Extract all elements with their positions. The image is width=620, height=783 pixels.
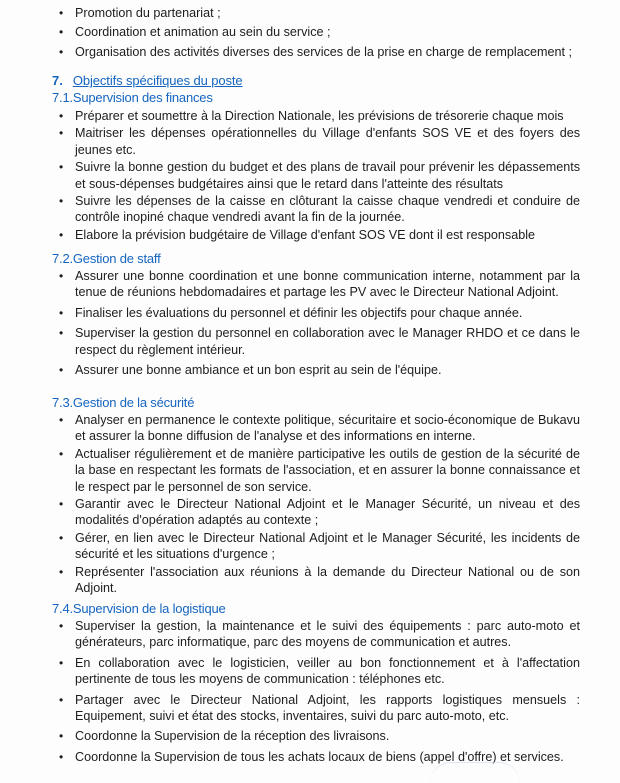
subsection-heading-finances: 7.1.Supervision des finances bbox=[52, 90, 213, 105]
list-item: • Promotion du partenariat ; bbox=[59, 6, 221, 20]
list-item: • Maitriser les dépenses opérationnelles du Village d'enfants SOS VE et des foyers des jeunes etc. bbox=[59, 126, 580, 157]
list-item: • Analyser en permanence le contexte politique, sécuritaire et socio-économique de Bukavu et assurer la bonne diffusion de l'analyse et des informations en interne. bbox=[59, 413, 580, 444]
bullet-icon: • bbox=[59, 530, 64, 545]
bullet-icon: • bbox=[59, 619, 64, 633]
list-item: • Organisation des activités diverses des services de la prise en charge de remplacement ; bbox=[59, 44, 572, 59]
finances-list bbox=[0, 108, 620, 244]
list-item: • Préparer et soumettre à la Direction Nationale, les prévisions de trésorerie chaque mois bbox=[59, 109, 564, 123]
bullet-icon: • bbox=[59, 25, 64, 40]
list-item: • Représenter l'association aux réunions à la demande du Directeur National ou de son Adjoint. bbox=[59, 564, 580, 596]
bullet-icon: • bbox=[59, 564, 64, 579]
bullet-icon: • bbox=[59, 446, 64, 461]
section-heading bbox=[52, 73, 243, 89]
bullet-icon: • bbox=[59, 126, 64, 141]
list-item: • Superviser la gestion du personnel en collaboration avec le Manager RHDO et ce dans le respect du règlement intérieur. bbox=[59, 326, 580, 357]
bullet-icon: • bbox=[59, 655, 64, 670]
subsection-heading-staff: 7.2.Gestion de staff bbox=[52, 251, 161, 266]
section-title: Objectifs spécifiques du poste bbox=[72, 73, 243, 88]
bullet-icon: • bbox=[59, 413, 64, 427]
list-item: • Gérer, en lien avec le Directeur National Adjoint et le Manager Sécurité, les incidents de sécurité et les situations d'urgence ; bbox=[59, 530, 580, 562]
subsection-heading-logistics: 7.4.Supervision de la logistique bbox=[52, 601, 226, 616]
bullet-icon: • bbox=[59, 269, 64, 283]
logistics-list bbox=[0, 618, 620, 769]
list-item: • En collaboration avec le logisticien, veiller au bon fonctionnement et à l'affectation pertinente de tous les moyens de communication : téléphones etc. bbox=[59, 655, 580, 687]
list-item: • Elabore la prévision budgétaire de Village d'enfant SOS VE dont il est responsable bbox=[59, 227, 536, 242]
intro-list bbox=[0, 5, 620, 63]
bullet-icon: • bbox=[59, 44, 64, 59]
bullet-icon: • bbox=[59, 305, 64, 320]
list-item: • Coordonne la Supervision de la réception des livraisons. bbox=[59, 729, 390, 744]
bullet-icon: • bbox=[59, 227, 64, 242]
bullet-icon: • bbox=[59, 363, 64, 378]
bullet-icon: • bbox=[59, 692, 64, 707]
list-item: • Finaliser les évaluations du personnel et définir les objectifs pour chaque année. bbox=[59, 305, 523, 320]
bullet-icon: • bbox=[59, 109, 64, 123]
staff-list bbox=[0, 268, 620, 382]
list-item: • Coordonne la Supervision de tous les achats locaux de biens (appel d'offre) et services. bbox=[59, 749, 564, 764]
bullet-icon: • bbox=[59, 749, 64, 764]
list-item: • Coordination et animation au sein du service ; bbox=[59, 25, 331, 40]
list-item: • Assurer une bonne coordination et une bonne communication interne, notamment par la tenue de réunions hebdomadaires et partage les PV avec le Directeur National Adjoint. bbox=[59, 269, 580, 300]
security-list bbox=[0, 412, 620, 597]
bullet-icon: • bbox=[59, 6, 64, 20]
bullet-icon: • bbox=[59, 497, 64, 512]
list-item: • Partager avec le Directeur National Adjoint, les rapports logistiques mensuels : Equipement, suivi et état des stocks, inventaires, suivi du parc auto-moto, etc. bbox=[59, 692, 580, 724]
bullet-icon: • bbox=[59, 194, 64, 209]
bullet-icon: • bbox=[59, 160, 64, 175]
bullet-icon: • bbox=[59, 729, 64, 744]
list-item: • Garantir avec le Directeur National Adjoint et le Manager Sécurité, un niveau et des modalités d'opération adaptés au contexte ; bbox=[59, 497, 580, 528]
section-number: 7. bbox=[52, 73, 63, 88]
list-item: • Superviser la gestion, la maintenance et le suivi des équipements : parc auto-moto et générateurs, parc informatique, parc des moyens de communication et autres. bbox=[59, 619, 580, 650]
bullet-icon: • bbox=[59, 326, 64, 341]
list-item: • Actualiser régulièrement et de manière participative les outils de gestion de la sécurité de la base en respectant les formats de l'association, et en assurer la bonne connaissance et le respect par le personnel de son service. bbox=[59, 446, 580, 494]
list-item: • Assurer une bonne ambiance et un bon esprit au sein de l'équipe. bbox=[59, 363, 442, 378]
list-item: • Suivre la bonne gestion du budget et des plans de travail pour prévenir les dépassements et sous-dépenses budgétaires ainsi que le retard dans l'atteinte des résultats bbox=[59, 160, 580, 191]
subsection-heading-security: 7.3.Gestion de la sécurité bbox=[52, 395, 195, 410]
list-item: • Suivre les dépenses de la caisse en clôturant la caisse chaque vendredi et conduire de contrôle inopiné chaque vendredi avant la fin de la journée. bbox=[59, 194, 580, 225]
